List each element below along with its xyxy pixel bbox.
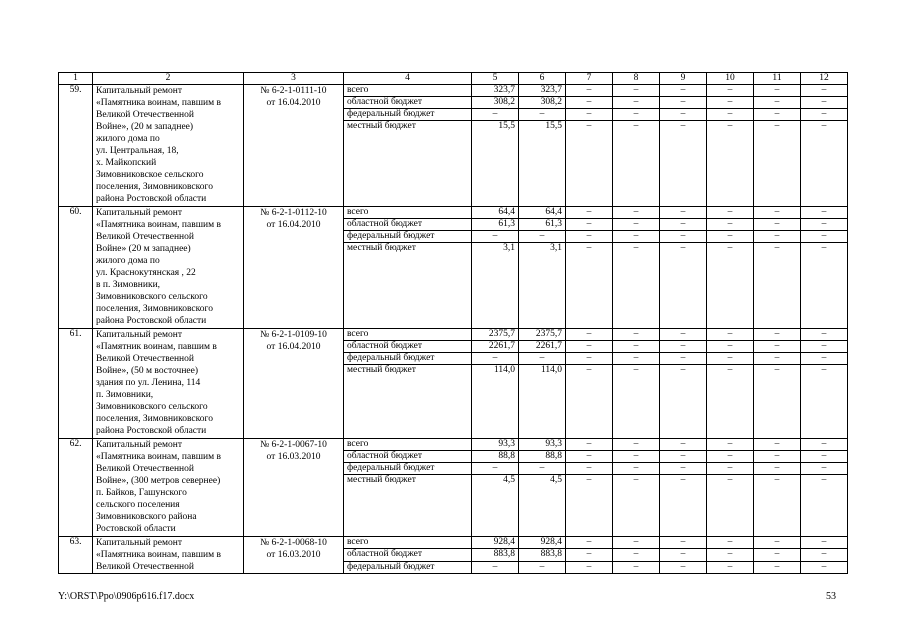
empty-amount-cell: – [660, 463, 707, 475]
empty-amount-cell: – [566, 329, 613, 341]
empty-amount-cell: – [660, 549, 707, 561]
object-name-line: Капитальный ремонт [96, 330, 183, 340]
footer-page-number: 53 [826, 591, 836, 602]
object-name-line: Войне», (50 м восточнее) [96, 366, 199, 376]
empty-amount-cell: – [613, 561, 660, 573]
object-name-line: района Ростовской области [96, 316, 207, 326]
document-line: № 6-2-1-0112-10 [260, 208, 327, 218]
column-header: 12 [801, 73, 848, 85]
row-number: 59. [59, 85, 93, 207]
empty-amount-cell: – [754, 219, 801, 231]
object-name-line: Великой Отечественной [96, 110, 194, 120]
empty-amount-cell: – [801, 243, 848, 329]
object-name-line: «Памятника воинам, павшим в [96, 220, 221, 230]
row-number: 61. [59, 329, 93, 439]
budget-source-label: федеральный бюджет [344, 561, 472, 573]
table-row [59, 537, 848, 549]
empty-amount-cell: – [707, 219, 754, 231]
amount-cell: 928,4 [519, 537, 566, 549]
document-line: от 16.04.2010 [266, 98, 321, 108]
object-name-line: поселения, Зимовниковского [96, 414, 213, 424]
empty-amount-cell: – [613, 243, 660, 329]
empty-amount-cell: – [707, 439, 754, 451]
amount-cell: 323,7 [519, 85, 566, 97]
empty-amount-cell: – [754, 329, 801, 341]
empty-amount-cell: – [801, 341, 848, 353]
object-name-line: поселения, Зимовниковского [96, 304, 213, 314]
empty-amount-cell: – [801, 121, 848, 207]
empty-amount-cell: – [566, 121, 613, 207]
empty-amount-cell: – [613, 97, 660, 109]
object-name-line: Войне» (20 м западнее) [96, 244, 191, 254]
empty-amount-cell: – [707, 207, 754, 219]
empty-amount-cell: – [613, 537, 660, 549]
object-name-line: Войне», (300 метров севернее) [96, 476, 221, 486]
amount-cell: 2375,7 [519, 329, 566, 341]
empty-amount-cell: – [613, 475, 660, 537]
object-name-line: Войне», (20 м западнее) [96, 122, 194, 132]
amount-cell: – [519, 561, 566, 573]
object-name-line: Зимовниковское сельского [96, 170, 204, 180]
object-name [93, 439, 244, 537]
empty-amount-cell: – [566, 109, 613, 121]
empty-amount-cell: – [660, 439, 707, 451]
object-name-line: Капитальный ремонт [96, 440, 183, 450]
document-line: № 6-2-1-0109-10 [260, 330, 327, 340]
empty-amount-cell: – [801, 439, 848, 451]
empty-amount-cell: – [613, 353, 660, 365]
object-name-line: х. Майкопский [96, 158, 157, 168]
empty-amount-cell: – [754, 207, 801, 219]
object-name-line: «Памятник воинам, павшим в [96, 342, 217, 352]
empty-amount-cell: – [707, 561, 754, 573]
empty-amount-cell: – [566, 475, 613, 537]
empty-amount-cell: – [801, 329, 848, 341]
empty-amount-cell: – [660, 475, 707, 537]
amount-cell: 308,2 [519, 97, 566, 109]
amount-cell: 2261,7 [472, 341, 519, 353]
document-line: от 16.04.2010 [266, 220, 321, 230]
column-header: 2 [93, 73, 244, 85]
empty-amount-cell: – [754, 451, 801, 463]
empty-amount-cell: – [660, 109, 707, 121]
object-name-line: «Памятника воинам, павшим в [96, 98, 221, 108]
empty-amount-cell: – [754, 353, 801, 365]
column-header: 3 [244, 73, 344, 85]
empty-amount-cell: – [566, 207, 613, 219]
empty-amount-cell: – [707, 97, 754, 109]
empty-amount-cell: – [613, 549, 660, 561]
empty-amount-cell: – [566, 97, 613, 109]
object-name-line: п. Байков, Гашунского [96, 488, 187, 498]
empty-amount-cell: – [566, 219, 613, 231]
budget-source-label: федеральный бюджет [344, 109, 472, 121]
object-name-line: здания по ул. Ленина, 114 [96, 378, 201, 388]
object-name-line: района Ростовской области [96, 426, 207, 436]
empty-amount-cell: – [566, 463, 613, 475]
document-number [244, 329, 344, 439]
empty-amount-cell: – [613, 219, 660, 231]
document-line: от 16.03.2010 [266, 452, 321, 462]
amount-cell: – [472, 353, 519, 365]
empty-amount-cell: – [660, 451, 707, 463]
empty-amount-cell: – [660, 353, 707, 365]
amount-cell: – [519, 109, 566, 121]
empty-amount-cell: – [754, 549, 801, 561]
object-name-line: Капитальный ремонт [96, 208, 183, 218]
object-name-line: п. Зимовники, [96, 390, 154, 400]
column-header: 1 [59, 73, 93, 85]
empty-amount-cell: – [801, 85, 848, 97]
table-row [59, 85, 848, 97]
amount-cell: – [519, 231, 566, 243]
empty-amount-cell: – [801, 97, 848, 109]
empty-amount-cell: – [566, 85, 613, 97]
document-number [244, 537, 344, 574]
amount-cell: 114,0 [519, 365, 566, 439]
table-row [59, 329, 848, 341]
object-name-line: Зимовниковского района [96, 512, 197, 522]
document-number [244, 85, 344, 207]
amount-cell: 3,1 [472, 243, 519, 329]
column-header: 11 [754, 73, 801, 85]
amount-cell: 93,3 [472, 439, 519, 451]
empty-amount-cell: – [801, 463, 848, 475]
document-line: № 6-2-1-0067-10 [260, 440, 327, 450]
empty-amount-cell: – [613, 121, 660, 207]
amount-cell: – [472, 561, 519, 573]
empty-amount-cell: – [707, 365, 754, 439]
empty-amount-cell: – [613, 109, 660, 121]
empty-amount-cell: – [613, 329, 660, 341]
empty-amount-cell: – [754, 97, 801, 109]
budget-source-label: местный бюджет [344, 365, 472, 439]
empty-amount-cell: – [566, 537, 613, 549]
object-name-line: Капитальный ремонт [96, 538, 183, 548]
empty-amount-cell: – [801, 549, 848, 561]
empty-amount-cell: – [707, 353, 754, 365]
empty-amount-cell: – [660, 365, 707, 439]
amount-cell: 4,5 [519, 475, 566, 537]
object-name [93, 329, 244, 439]
empty-amount-cell: – [707, 121, 754, 207]
empty-amount-cell: – [707, 537, 754, 549]
amount-cell: 323,7 [472, 85, 519, 97]
amount-cell: – [472, 109, 519, 121]
column-header: 5 [472, 73, 519, 85]
budget-source-label: всего [344, 439, 472, 451]
empty-amount-cell: – [801, 219, 848, 231]
object-name-line: Великой Отечественной [96, 562, 194, 572]
empty-amount-cell: – [754, 365, 801, 439]
document-number [244, 439, 344, 537]
empty-amount-cell: – [660, 85, 707, 97]
amount-cell: 883,8 [472, 549, 519, 561]
amount-cell: 15,5 [472, 121, 519, 207]
empty-amount-cell: – [566, 231, 613, 243]
budget-source-label: федеральный бюджет [344, 463, 472, 475]
empty-amount-cell: – [566, 365, 613, 439]
empty-amount-cell: – [801, 353, 848, 365]
empty-amount-cell: – [707, 549, 754, 561]
table-row [59, 207, 848, 219]
budget-source-label: местный бюджет [344, 121, 472, 207]
footer-file-path: Y:\ORST\Ppo\0906p616.f17.docx [58, 591, 195, 602]
empty-amount-cell: – [801, 561, 848, 573]
object-name-line: поселения, Зимовниковского [96, 182, 213, 192]
amount-cell: 2375,7 [472, 329, 519, 341]
empty-amount-cell: – [707, 109, 754, 121]
amount-cell: 64,4 [519, 207, 566, 219]
object-name-line: района Ростовской области [96, 194, 207, 204]
empty-amount-cell: – [613, 85, 660, 97]
object-name-line: ул. Центральная, 18, [96, 146, 179, 156]
column-header: 4 [344, 73, 472, 85]
empty-amount-cell: – [613, 207, 660, 219]
column-header: 8 [613, 73, 660, 85]
column-header: 6 [519, 73, 566, 85]
table-row [59, 439, 848, 451]
budget-source-label: федеральный бюджет [344, 353, 472, 365]
column-header: 7 [566, 73, 613, 85]
budget-source-label: областной бюджет [344, 549, 472, 561]
budget-table [58, 72, 848, 574]
empty-amount-cell: – [707, 451, 754, 463]
amount-cell: – [519, 463, 566, 475]
empty-amount-cell: – [707, 243, 754, 329]
empty-amount-cell: – [566, 243, 613, 329]
budget-source-label: местный бюджет [344, 475, 472, 537]
empty-amount-cell: – [754, 109, 801, 121]
object-name-line: Капитальный ремонт [96, 86, 183, 96]
object-name-line: «Памятника воинам, павшим в [96, 550, 221, 560]
empty-amount-cell: – [707, 85, 754, 97]
empty-amount-cell: – [566, 439, 613, 451]
amount-cell: 61,3 [472, 219, 519, 231]
empty-amount-cell: – [754, 475, 801, 537]
empty-amount-cell: – [754, 561, 801, 573]
empty-amount-cell: – [660, 207, 707, 219]
object-name-line: Великой Отечественной [96, 232, 194, 242]
empty-amount-cell: – [801, 451, 848, 463]
empty-amount-cell: – [660, 329, 707, 341]
amount-cell: 4,5 [472, 475, 519, 537]
empty-amount-cell: – [801, 231, 848, 243]
amount-cell: 114,0 [472, 365, 519, 439]
empty-amount-cell: – [566, 341, 613, 353]
object-name [93, 207, 244, 329]
empty-amount-cell: – [707, 463, 754, 475]
empty-amount-cell: – [754, 341, 801, 353]
empty-amount-cell: – [660, 219, 707, 231]
document-line: № 6-2-1-0068-10 [260, 538, 327, 548]
budget-source-label: областной бюджет [344, 97, 472, 109]
column-header: 10 [707, 73, 754, 85]
empty-amount-cell: – [801, 365, 848, 439]
amount-cell: 883,8 [519, 549, 566, 561]
empty-amount-cell: – [660, 121, 707, 207]
empty-amount-cell: – [660, 561, 707, 573]
object-name-line: в п. Зимовники, [96, 280, 161, 290]
empty-amount-cell: – [801, 109, 848, 121]
empty-amount-cell: – [613, 365, 660, 439]
empty-amount-cell: – [707, 475, 754, 537]
empty-amount-cell: – [566, 561, 613, 573]
empty-amount-cell: – [660, 341, 707, 353]
object-name-line: Великой Отечественной [96, 464, 194, 474]
amount-cell: 93,3 [519, 439, 566, 451]
document-line: от 16.03.2010 [266, 550, 321, 560]
amount-cell: 88,8 [519, 451, 566, 463]
table-header-row [59, 73, 848, 85]
row-number: 62. [59, 439, 93, 537]
row-number: 63. [59, 537, 93, 574]
budget-source-label: всего [344, 329, 472, 341]
budget-source-label: областной бюджет [344, 219, 472, 231]
amount-cell: 2261,7 [519, 341, 566, 353]
empty-amount-cell: – [754, 243, 801, 329]
amount-cell: – [519, 353, 566, 365]
empty-amount-cell: – [660, 537, 707, 549]
object-name-line: Ростовской области [96, 524, 176, 534]
empty-amount-cell: – [660, 231, 707, 243]
object-name-line: Великой Отечественной [96, 354, 194, 364]
empty-amount-cell: – [801, 475, 848, 537]
empty-amount-cell: – [754, 121, 801, 207]
object-name [93, 85, 244, 207]
empty-amount-cell: – [801, 207, 848, 219]
empty-amount-cell: – [613, 439, 660, 451]
empty-amount-cell: – [707, 231, 754, 243]
empty-amount-cell: – [707, 329, 754, 341]
empty-amount-cell: – [566, 353, 613, 365]
object-name-line: сельского поселения [96, 500, 180, 510]
object-name-line: жилого дома по [96, 256, 160, 266]
empty-amount-cell: – [754, 463, 801, 475]
budget-source-label: всего [344, 537, 472, 549]
empty-amount-cell: – [754, 537, 801, 549]
object-name [93, 537, 244, 574]
object-name-line: ул. Краснокутянская , 22 [96, 268, 196, 278]
object-name-line: «Памятника воинам, павшим в [96, 452, 221, 462]
object-name-line: Зимовниковского сельского [96, 292, 208, 302]
document-line: от 16.04.2010 [266, 342, 321, 352]
budget-source-label: областной бюджет [344, 451, 472, 463]
budget-source-label: местный бюджет [344, 243, 472, 329]
empty-amount-cell: – [754, 85, 801, 97]
budget-source-label: федеральный бюджет [344, 231, 472, 243]
budget-source-label: областной бюджет [344, 341, 472, 353]
amount-cell: 61,3 [519, 219, 566, 231]
document-line: № 6-2-1-0111-10 [260, 86, 327, 96]
empty-amount-cell: – [801, 537, 848, 549]
empty-amount-cell: – [613, 231, 660, 243]
amount-cell: 3,1 [519, 243, 566, 329]
empty-amount-cell: – [707, 341, 754, 353]
amount-cell: – [472, 231, 519, 243]
column-header: 9 [660, 73, 707, 85]
empty-amount-cell: – [613, 463, 660, 475]
amount-cell: 928,4 [472, 537, 519, 549]
amount-cell: – [472, 463, 519, 475]
empty-amount-cell: – [660, 243, 707, 329]
budget-source-label: всего [344, 207, 472, 219]
empty-amount-cell: – [566, 549, 613, 561]
object-name-line: Зимовниковского сельского [96, 402, 208, 412]
empty-amount-cell: – [754, 439, 801, 451]
amount-cell: 15,5 [519, 121, 566, 207]
amount-cell: 64,4 [472, 207, 519, 219]
empty-amount-cell: – [613, 341, 660, 353]
amount-cell: 308,2 [472, 97, 519, 109]
budget-source-label: всего [344, 85, 472, 97]
document-number [244, 207, 344, 329]
empty-amount-cell: – [613, 451, 660, 463]
row-number: 60. [59, 207, 93, 329]
object-name-line: жилого дома по [96, 134, 160, 144]
empty-amount-cell: – [754, 231, 801, 243]
empty-amount-cell: – [566, 451, 613, 463]
amount-cell: 88,8 [472, 451, 519, 463]
empty-amount-cell: – [660, 97, 707, 109]
